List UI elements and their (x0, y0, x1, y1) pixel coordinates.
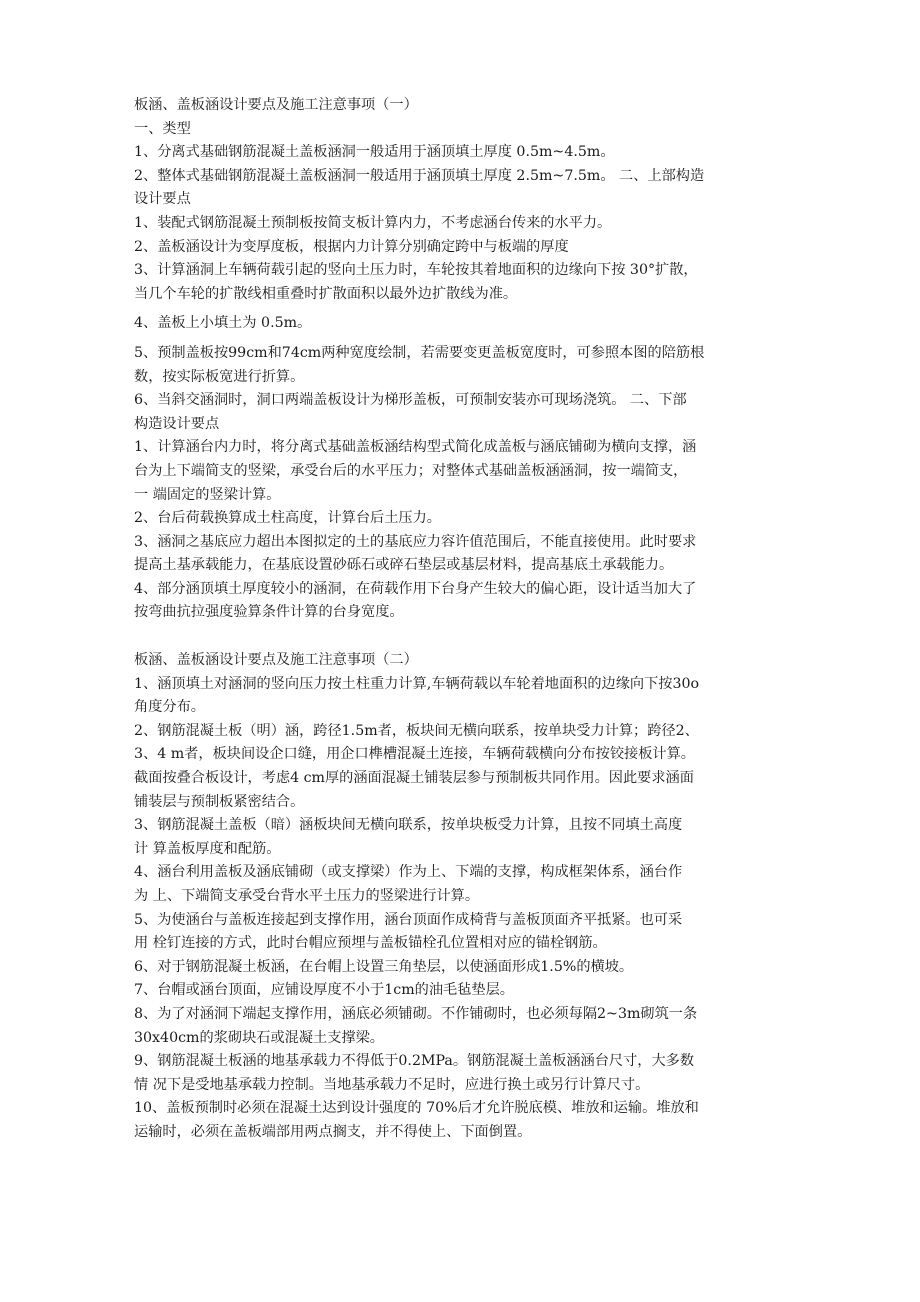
text-line: 4、涵台利用盖板及涵底铺砌（或支撑梁）作为上、下端的支撑，构成框架体系，涵台作 (134, 864, 683, 881)
text-line: 6、当斜交涵洞时，洞口两端盖板设计为梯形盖板，可预制安装亦可现场浇筑。 二、下部 (134, 392, 687, 409)
text-line: 3、钢筋混凝土盖板（暗）涵板块间无横向联系，按单块板受力计算，且按不同填土高度 (134, 817, 683, 834)
text-line: 2、钢筋混凝土板（明）涵，跨径1.5m者，板块间无横向联系，按单块受力计算；跨径2、 (134, 722, 699, 739)
text-line: 7、台帽或涵台顶面，应铺设厚度不小于1cm的油毛毡垫层。 (134, 982, 514, 999)
text-line: 为 上、下端简支承受台背水平土压力的竖梁进行计算。 (134, 888, 480, 904)
text-line: 台为上下端简支的竖梁，承受台后的水平压力；对整体式基础盖板涵涵洞，按一端简支， (134, 462, 688, 479)
text-line: 1、涵顶填土对涵洞的竖向压力按土柱重力计算,车辆荷载以车轮着地面积的边缘向下按30o (134, 675, 700, 692)
text-line: 按弯曲抗拉强度验算条件计算的台身宽度。 (134, 604, 404, 621)
text-line: 提高土基承载能力，在基底设置砂砾石或碎石垫层或基层材料，提高基底土承载能力。 (134, 557, 674, 574)
text-line: 4、部分涵顶填土厚度较小的涵洞，在荷载作用下台身产生较大的偏心距，设计适当加大了 (134, 580, 697, 597)
text-line: 一 端固定的竖梁计算。 (134, 486, 281, 503)
text-line: 截面按叠合板设计，考虑4 cm厚的涵面混凝土铺装层参与预制板共同作用。因此要求涵面 (134, 770, 694, 787)
text-line: 4、盖板上小填土为 0.5m。 (134, 315, 312, 332)
text-line: 数，按实际板宽进行折算。 (134, 368, 305, 385)
text-line: 用 栓钉连接的方式，此时台帽应预埋与盖板锚栓孔位置相对应的锚栓钢筋。 (134, 935, 607, 952)
text-line: 9、钢筋混凝土板涵的地基承载力不得低于0.2MPa。钢筋混凝土盖板涵涵台尺寸，大多数 (134, 1053, 695, 1070)
document-body (134, 94, 794, 1145)
text-line: 构造设计要点 (134, 415, 220, 432)
text-line: 2、整体式基础钢筋混凝土盖板涵洞一般适用于涵顶填土厚度 2.5m~7.5m。 二、上部构造 (134, 167, 705, 184)
text-line: 5、为使涵台与盖板连接起到支撑作用，涵台顶面作成椅背与盖板顶面齐平抵紧。也可采 (134, 911, 683, 928)
text-line: 角度分布。 (134, 699, 205, 716)
text-line: 设计要点 (134, 191, 191, 208)
text-line: 10、盖板预制时必须在混凝土达到设计强度的 70%后才允许脱底模、堆放和运输。堆放和 (134, 1100, 699, 1117)
text-line: 3、计算涵洞上车辆荷载引起的竖向土压力时，车轮按其着地面积的边缘向下按 30°扩散， (134, 262, 698, 279)
text-line: 计 算盖板厚度和配筋。 (134, 840, 281, 857)
text-line: 3、涵洞之基底应力超出本图拟定的土的基底应力容许值范围后，不能直接使用。此时要求 (134, 533, 697, 550)
text-line: 一、类型 (134, 120, 191, 137)
text-line: 1、计算涵台内力时，将分离式基础盖板涵结构型式简化成盖板与涵底铺砌为横向支撑，涵 (134, 439, 697, 456)
text-line: 2、台后荷载换算成土柱高度，计算台后土压力。 (134, 510, 441, 527)
text-line: 情 况下是受地基承载力控制。当地基承载力不足时，应进行换土或另行计算尺寸。 (134, 1076, 650, 1093)
text-line: 1、分离式基础钢筋混凝土盖板涵洞一般适用于涵顶填土厚度 0.5m~4.5m。 (134, 144, 615, 161)
text-line: 当几个车轮的扩散线相重叠时扩散面积以最外边扩散线为准。 (134, 285, 518, 302)
text-line: 铺装层与预制板紧密结合。 (134, 793, 305, 810)
text-line: 8、为了对涵洞下端起支撑作用，涵底必须铺砌。不作铺砌时，也必须每隔2~3m砌筑一条 (134, 1005, 698, 1022)
text-line: 1、装配式钢筋混凝土预制板按简支板计算内力，不考虑涵台传来的水平力。 (134, 214, 612, 231)
text-line: 3、4 m者，板块间设企口缝，用企口榫槽混凝土连接，车辆荷载横向分布按铰接板计算。 (134, 746, 695, 763)
text-line: 5、预制盖板按99cm和74cm两种宽度绘制，若需要变更盖板宽度时，可参照本图的陪筋根 (134, 344, 705, 361)
text-line: 2、盖板涵设计为变厚度板，根据内力计算分别确定跨中与板端的厚度 (134, 238, 569, 255)
section-1-title: 板涵、盖板涵设计要点及施工注意事项（一） (134, 97, 418, 113)
text-line: 30x40cm的浆砌块石或混凝土支撑梁。 (134, 1029, 384, 1046)
text-line: 运输时，必须在盖板端部用两点搁支，并不得使上、下面倒置。 (134, 1123, 532, 1140)
text-line: 6、对于钢筋混凝土板涵，在台帽上设置三角垫层，以使涵面形成1.5%的横坡。 (134, 958, 634, 975)
section-2-title: 板涵、盖板涵设计要点及施工注意事项（二） (134, 652, 418, 669)
